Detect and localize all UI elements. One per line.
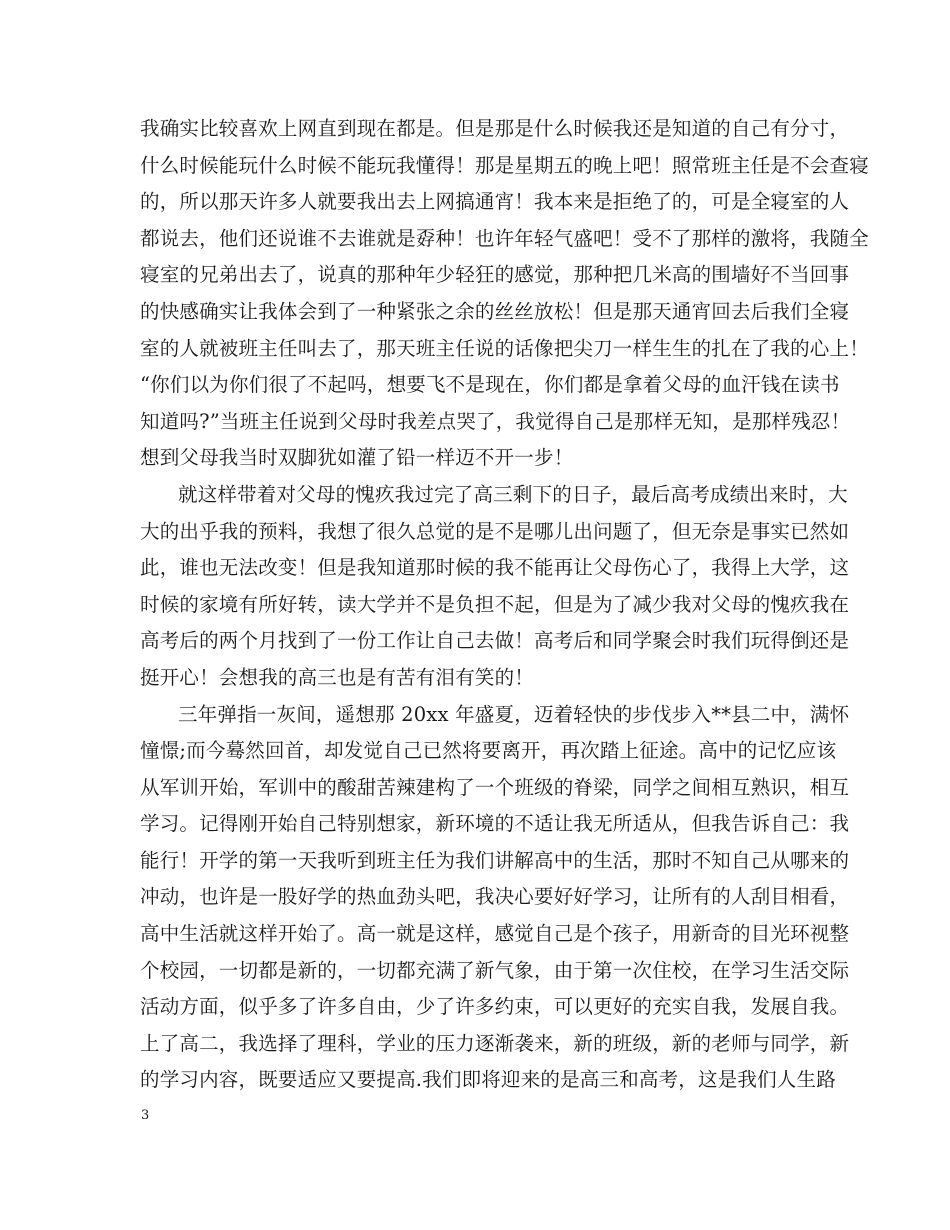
- text-line: 此，谁也无法改变！但是我知道那时候的我不能再让父母伤心了，我得上大学，这: [140, 556, 850, 580]
- text-line: 高考后的两个月找到了一份工作让自己去做！高考后和同学聚会时我们玩得倒还是: [140, 629, 850, 653]
- paragraph-first-line: 三年弹指一灰间，遥想那 20xx 年盛夏，迈着轻快的步伐步入**县二中，满怀: [178, 702, 850, 726]
- body-text: [140, 111, 869, 1099]
- text-line: 个校园，一切都是新的，一切都充满了新气象，由于第一次住校，在学习生活交际: [140, 958, 850, 982]
- paragraph-first-line: 就这样带着对父母的愧疚我过完了高三剩下的日子，最后高考成绩出来时，大: [178, 482, 848, 506]
- text-line: 能行！开学的第一天我听到班主任为我们讲解高中的生活，那时不知自己从哪来的: [140, 848, 850, 872]
- text-line: 冲动，也许是一股好学的热血劲头吧，我决心要好好学习，让所有的人刮目相看，: [140, 885, 850, 909]
- text-line: 都说去，他们还说谁不去谁就是孬种！也许年轻气盛吧！受不了那样的激将，我随全: [140, 226, 869, 250]
- text-line: 憧憬;而今蓦然回首，却发觉自己已然将要离开，再次踏上征途。高中的记忆应该: [140, 739, 837, 763]
- text-line: 从军训开始，军训中的酸甜苦辣建构了一个班级的脊梁，同学之间相互熟识，相互: [140, 775, 850, 799]
- text-line: 大的出乎我的预料，我想了很久总觉的是不是哪儿出问题了，但无奈是事实已然如: [140, 519, 850, 543]
- text-line: 的快感确实让我体会到了一种紧张之余的丝丝放松！但是那天通宵回去后我们全寝: [140, 299, 850, 323]
- text-line: 知道吗?”当班主任说到父母时我差点哭了，我觉得自己是那样无知，是那样残忍！: [140, 409, 851, 433]
- text-line: 的，所以那天许多人就要我出去上网搞通宵！我本来是拒绝了的，可是全寝室的人: [140, 190, 850, 214]
- page-number: 3: [141, 1108, 150, 1123]
- text-line: 活动方面，似乎多了许多自由，少了许多约束，可以更好的充实自我，发展自我。: [140, 995, 850, 1019]
- text-line: 寝室的兄弟出去了，说真的那种年少轻狂的感觉，那种把几米高的围墙好不当回事: [140, 263, 850, 287]
- text-line: “你们以为你们很了不起吗，想要飞不是现在，你们都是拿着父母的血汗钱在读书: [140, 373, 840, 397]
- text-line: 室的人就被班主任叫去了，那天班主任说的话像把尖刀一样生生的扎在了我的心上！: [140, 336, 869, 360]
- text-line: 的学习内容，既要适应又要提高.我们即将迎来的是高三和高考，这是我们人生路: [140, 1068, 836, 1092]
- text-line: 我确实比较喜欢上网直到现在都是。但是那是什么时候我还是知道的自己有分寸，: [140, 117, 850, 140]
- text-line: 上了高二，我选择了理科，学业的压力逐渐袭来，新的班级，新的老师与同学，新: [140, 1031, 850, 1055]
- text-line: 想到父母我当时双脚犹如灌了铅一样迈不开一步！: [140, 446, 574, 470]
- text-line: 时候的家境有所好转，读大学并不是负担不起，但是为了减少我对父母的愧疚我在: [140, 592, 850, 616]
- text-line: 挺开心！会想我的高三也是有苦有泪有笑的！: [140, 665, 535, 689]
- text-line: 学习。记得刚开始自己特别想家，新环境的不适让我无所适从，但我告诉自己：我: [140, 812, 850, 836]
- text-line: 什么时候能玩什么时候不能玩我懂得！那是星期五的晚上吧！照常班主任是不会查寝: [140, 153, 869, 177]
- text-line: 高中生活就这样开始了。高一就是这样，感觉自己是个孩子，用新奇的目光环视整: [140, 922, 850, 946]
